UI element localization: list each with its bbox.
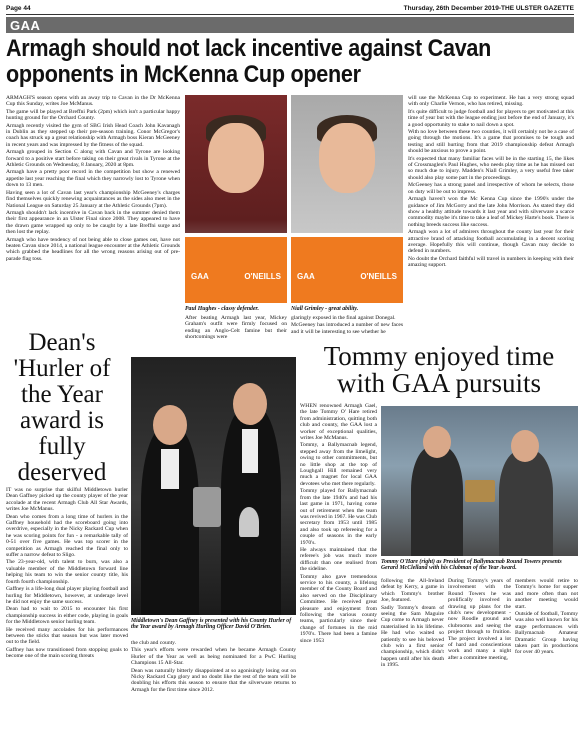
page-header — [6, 3, 574, 15]
dean-col2-p1: the club and county. — [131, 640, 176, 646]
dean-col1-p3: The 23-year-old, with talent to burn, was also a valuable member of the Middletown forward line helping his team to win the senior county title, his fourth fourth championship. — [6, 559, 128, 585]
main-col1-p1: ARMAGH'S season opens with an away trip to Cavan in the Dr McKenna Cup this Sunday, writes Joe McManus. — [6, 95, 180, 108]
jersey-logo-right: O'NEILLS — [244, 272, 281, 281]
tommy-story-col1 — [300, 403, 377, 733]
main-col4-p2: It's quite difficult to judge football and for players to get motivated at this time of year but with the league ending just before the end of January, it's a good opportunity to stake to nail down a spot. — [408, 108, 574, 128]
tommy-col1-p2: Tommy, a Ballymacnab legend, stepped away from the limelight, owing to other commitments, but no little shop at the top of Loughgall Hill remained very much a magnet for local GAA devotees who met there regularly. — [300, 442, 377, 487]
trophy-plaque — [193, 487, 221, 527]
dateline: Thursday, 26th December 2019-THE ULSTER GAZETTE — [403, 5, 574, 12]
photo-niall-grimley — [291, 95, 403, 303]
tommy-col2-p1: following the All-Ireland defeat by Kerry, a game in which Tommy's brother Joe, featured. — [381, 578, 444, 604]
tommy-col4-p2: Outside of football, Tommy was also well known for his stage performances with Ballymacnab Amateur Dramatic Group having taken part in productions for over 40 years. — [515, 611, 578, 656]
main-col4-p5: McGeeney has a strong panel and irrespective of whom he selects, those on duty will be out to impress. — [408, 182, 574, 195]
dean-story-col2 — [131, 640, 296, 733]
dean-col1-p2: Dean who comes from a long time of hurlers in the Gaffney household had the scoreboard going into overdrive, especially in the Nicky Rackard Cup when he was scoring points for fun - a remarkable tally of 0-51 over five games. He was top scorer in the competition as Armagh reached the final only to suffer a narrow defeat to Sligo. — [6, 513, 128, 559]
tommy-headline: Tommy enjoyed time with GAA pursuits — [323, 341, 555, 398]
tommy-col4-p1: members would retire to Tommy's home for supper and more often than not another meeting would start. — [515, 578, 578, 610]
tommy-col1-p4: He always maintained that the referee's job was much more difficult than one realised from the sideline. — [300, 546, 377, 573]
tommy-col3-p1: During Tommy's years of involvement with the Round Towers he was prolifically involved in drawing up plans for the club's new development - now Roodle ground and clubrooms and seeing the project through to fruition. The project involved a lot of hard and conscientious work and many a night after a committee meeting, — [448, 578, 511, 661]
tommy-story-col3 — [448, 578, 511, 733]
main-story-col3 — [291, 315, 403, 343]
dean-col1-p4: Gaffney is a life-long dual player playing football and hurling for Middletown, however, at underage level he did not enjoy the same success. — [6, 586, 128, 605]
caption-niall-grimley: Niall Grimley - great ability. — [291, 306, 359, 312]
tommy-story-col2 — [381, 578, 444, 733]
dean-col1-p1: IT was no surprise that skilful Middletown hurler Dean Gaffney picked up the county player of the year accolade at the recent Armagh Club All Star Awards, writes Joe McManus. — [6, 487, 128, 513]
main-col4-p7: Armagh won a lot of admirers throughout the county last year for their attractive brand of attacking football accumulating in a decent scoring average. Hopefully this will continue, though Cavan may decide to defend in numbers. — [408, 229, 574, 255]
main-col1-p8: Armagh who have tendency of not being able to close games out, have not beaten Cavan since 2014, a national league encounter at the Athletic Grounds which grabbed the headlines for all the wrong reasons arising out of pre-parade flag toss. — [6, 236, 180, 262]
main-col4-p4: It's expected that many familiar faces will be in the starting 15, the likes of Crossmaglen's Paul Hughes, who needs play time as he has missed out so much due to injury. Madden's Niall Grimley, a very useful free taker should also play some part in the proceedings. — [408, 155, 574, 181]
dean-story-col1 — [6, 487, 128, 733]
main-col1-p7: Armagh shouldn't lack incentive in Cavan back in the summer denied them their first appearance in an Ulster Final since 2008. They appeared to have the drawn game wrapped up only to be caught by a late Breffni surge and then lost the replay. — [6, 209, 180, 236]
tommy-col2-p2: Sadly Tommy's dream of seeing the Sam Maguire Cup come to Armagh never materialised in his lifetime. He had who waited so patiently to see his beloved club win a first senior championship, which didn't happen until after his death in 1995. — [381, 604, 444, 669]
main-story-col1 — [6, 95, 180, 331]
photo-paul-hughes — [185, 95, 287, 303]
main-col2-p1: After beating Armagh last year, Mickey Graham's outfit were firmly focused on ending an Anglo-Celt famine but their shortcomings were — [185, 315, 287, 341]
photo-dean-gaffney — [131, 357, 296, 615]
jersey-logo-left: GAA — [191, 272, 209, 281]
tommy-col1-p5: Tommy also gave tremendous service to his county, a lifelong member of the County Board and also served on the Disciplinary Committee. He received great pleasure and enjoyment from following the various county teams, particularly since their change of fortunes in the mid 1970's. There had been a famine since 1953 — [300, 573, 377, 644]
main-col1-p2: The game will be played at Breffni Park (2pm) which isn't a particular happy hunting ground for the Orchard County. — [6, 108, 180, 122]
caption-tommy-ohare: Tommy O'Hare (right) as President of Ballymacnab Round Towers presents Gerard McClelland with his Clubman of the Year Award. — [381, 559, 562, 571]
page-number: Page 44 — [6, 5, 31, 12]
jersey-logo-right: O'NEILLS — [360, 272, 397, 281]
main-col4-p6: Armagh haven't won the Mc Kenna Cup since the 1990's under the guidance of Jim McGorry and the late John Morrison. As stated they did show a healthy attitude towards it last year and with silverware a scarce commodity maybe it's time to take a leaf of Mickey Harte's book. There is nothing breeds success like success. — [408, 196, 574, 228]
photo-tommy-ohare — [381, 406, 578, 556]
main-col3-p2: McGeeney has introduced a number of new faces and it will be interesting to see whether he — [291, 322, 403, 335]
main-col1-p5: Armagh have a pretty poor record in the competition but show a renewed appetite last year reaching the final which they narrowly lost to Tyrone when down to 13 men. — [6, 169, 180, 189]
jersey-logo-left: GAA — [297, 272, 315, 281]
tommy-col1-p1: WHEN renowned Armagh Gael, the late Tommy O' Hare retired from administration, quitting both club and county, the GAA lost a worker of exceptional qualities, writes Joe McManus. — [300, 403, 377, 442]
trophy-cup — [239, 507, 259, 537]
dean-col1-p7: Gaffney has now transitioned from stopping goals to become one of the main scoring threats — [6, 646, 128, 660]
main-col4-p1: will use the McKenna Cup to experiment. He has a very strong squad with only Charlie Vernon, who has retired, missing. — [408, 95, 574, 108]
caption-dean-gaffney: Middletown's Dean Gaffney is presented with his County Hurler of the Year award by Armagh Hurling Officer David O'Brien. — [131, 618, 292, 630]
main-col1-p4: Armagh grouped in Section C along with Cavan and Tyrone are looking forward to a positive start before taking on their great rivals in Tyrone at the Athletic Grounds on Wednesday, 8 January, 2020 at 8pm. — [6, 149, 180, 169]
main-col1-p3: Armagh recently visited the gym of SBG Irish Head Coach John Kavanagh in Dublin as they stepped up their pre-season training. Conor McGregor's coach has struck up a great relationship with Armagh boss Kieran McGeeney in recent years and was impressed by the fitness of the squad. — [6, 122, 180, 148]
dean-col1-p6: He received many accolades for his performances between the sticks that season but was later moved out to the field. — [6, 626, 128, 646]
main-col3-p1: glaringly exposed in the final against Donegal. — [291, 315, 396, 321]
award-plaque — [465, 480, 495, 502]
caption-paul-hughes: Paul Hughes - classy defender. — [185, 306, 259, 312]
dean-col2-p3: Dean was naturally bitterly disappointed at so agonisingly losing out on Nicky Rackard Cup glory and no doubt like the rest of the team will be doubling his efforts this season to ensure that the silverware returns to Armagh for the first time since 2012. — [131, 667, 296, 693]
tommy-col1-p3: Tommy played for Ballymacnab from the late 1940's and had his last game in 1971, having come out of retirement when the team was revived in 1967. He was Club secretary from 1953 until 1985 and also took up refereeing for a couple of seasons in the early 1970's. — [300, 488, 377, 546]
main-col4-p8: No doubt the Orchard faithful will travel in numbers in keeping with their amazing support. — [408, 255, 574, 269]
section-banner — [6, 17, 574, 33]
main-col4-p3: With no love between these two counties, it will certainly not be a case of going through the motions. It's a game that promises to be tough and testing and still hurting from that 2019 championship defeat Armagh should be anxious to prove a point. — [408, 129, 574, 155]
main-story-col2 — [185, 315, 287, 343]
dean-col1-p5: Dean had to wait to 2015 to encounter his first championship success in either code, playing in goals for the Middletown senior hurling team. — [6, 606, 128, 626]
main-headline: Armagh should not lack incentive against Cavan opponents in McKenna Cup opener — [6, 35, 492, 88]
dean-col2-p2: This year's efforts were rewarded when he became Armagh County Hurler of the Year as well as being nominated for a PwC Hurling Champions 15 All-Star. — [131, 647, 296, 667]
main-col1-p6: Having seen a lot of Cavan last year's championship McGeeney's charges find themselves quickly renewing acquaintances as the sides also meet in the National League on Saturday 25 January at the Athletic Grounds (7pm). — [6, 189, 180, 209]
section-label: GAA — [10, 18, 41, 33]
dean-headline: Dean's 'Hurler of the Year award is fully deserved — [13, 329, 111, 486]
tommy-story-col4 — [515, 578, 578, 733]
main-story-col4 — [408, 95, 574, 343]
